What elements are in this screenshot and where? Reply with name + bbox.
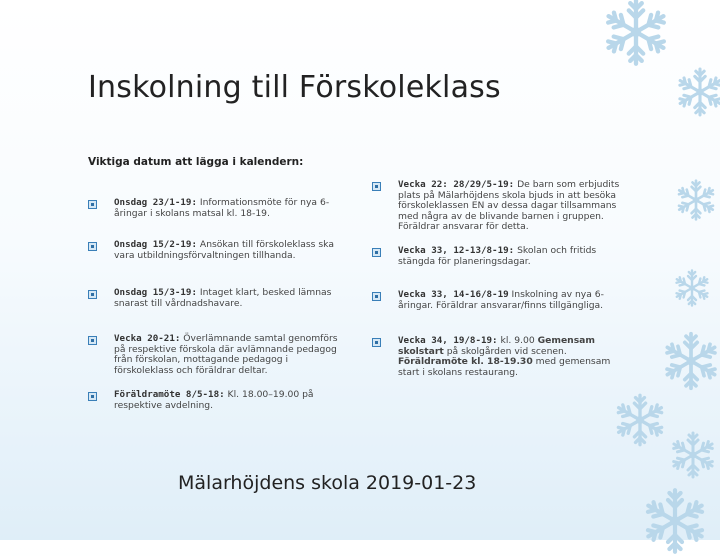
list-item-text <box>398 290 634 311</box>
item-emphasis: Föräldramöte kl. 18-19.30 <box>398 356 533 367</box>
item-date: Vecka 20-21: <box>114 333 181 344</box>
item-date: Föräldramöte 8/5-18: <box>114 389 225 400</box>
list-item <box>88 390 350 411</box>
snowflake-icon <box>674 178 718 222</box>
list-item <box>372 290 634 311</box>
list-item <box>88 240 350 261</box>
checkbox-bullet-icon <box>88 200 97 209</box>
snowflake-icon <box>612 392 668 448</box>
item-description: Skolan och fritids stängda för planeringsdagar. <box>398 245 597 267</box>
item-description: Inskolning av nya 6-åringar. Föräldrar ansvarar/finns tillgängliga. <box>398 289 604 311</box>
list-item <box>372 246 634 267</box>
snowflake-icon <box>672 268 712 308</box>
snowflake-icon <box>660 330 720 392</box>
item-description: Informationsmöte för nya 6-åringar i skolans matsal kl. 18-19. <box>114 197 330 219</box>
item-description: Intaget klart, besked lämnas snarast till vårdnadshavare. <box>114 287 332 309</box>
list-item <box>88 288 350 309</box>
snowflake-icon <box>674 66 720 118</box>
item-description: Kl. 18.00–19.00 på respektive avdelning. <box>114 389 314 411</box>
checkbox-bullet-icon <box>372 292 381 301</box>
list-item <box>88 334 350 376</box>
item-date: Vecka 34, 19/8-19: <box>398 335 498 346</box>
checkbox-bullet-icon <box>88 290 97 299</box>
item-date: Vecka 22: 28/29/5-19: <box>398 179 515 190</box>
item-description: De barn som erbjudits plats på Mälarhöjdens skola bjuds in att besöka förskoleklassen EN av dessa dagar tillsammans med några av de blivande barnen i gruppen. Föräldrar ansvarar för detta. <box>398 179 620 232</box>
subtitle: Viktiga datum att lägga i kalendern: <box>88 156 304 168</box>
checkbox-bullet-icon <box>372 182 381 191</box>
snowflake-icon <box>668 430 718 480</box>
item-date: Vecka 33, 14-16/8-19 <box>398 289 509 300</box>
checkbox-bullet-icon <box>372 248 381 257</box>
list-item-text <box>398 246 634 267</box>
checkbox-bullet-icon <box>88 242 97 251</box>
snowflake-icon <box>600 0 672 68</box>
checkbox-bullet-icon <box>372 338 381 347</box>
list-item-text <box>114 390 350 411</box>
list-item <box>372 180 634 233</box>
list-item-text <box>114 198 350 219</box>
list-item-text <box>398 180 634 233</box>
list-item-text <box>114 288 350 309</box>
item-description: Överlämnande samtal genomförs på respektive förskola där avlämnande pedagog från förskolan, mottagande pedagog i förskoleklass och föräldrar deltar. <box>114 333 338 376</box>
item-date: Vecka 33, 12-13/8-19: <box>398 245 515 256</box>
item-description: kl. 9.00 <box>497 335 538 346</box>
page-title: Inskolning till Förskoleklass <box>88 70 501 105</box>
checkbox-bullet-icon <box>88 392 97 401</box>
list-item <box>372 336 634 378</box>
footer-text: Mälarhöjdens skola 2019-01-23 <box>178 472 477 494</box>
list-item-text <box>114 240 350 261</box>
item-emphasis: Gemensam skolstart <box>398 335 595 357</box>
list-item-text <box>398 336 634 378</box>
list-item <box>88 198 350 219</box>
item-date: Onsdag 23/1-19: <box>114 197 197 208</box>
snowflake-icon <box>640 486 710 556</box>
item-description: på skolgården vid scenen. <box>443 345 567 357</box>
item-description: Ansökan till förskoleklass ska vara utbildningsförvaltningen tillhanda. <box>114 239 334 261</box>
checkbox-bullet-icon <box>88 336 97 345</box>
item-date: Onsdag 15/3-19: <box>114 287 197 298</box>
list-item-text <box>114 334 350 376</box>
item-date: Onsdag 15/2-19: <box>114 239 197 250</box>
item-description: med gemensam start i skolans restaurang. <box>398 356 611 378</box>
